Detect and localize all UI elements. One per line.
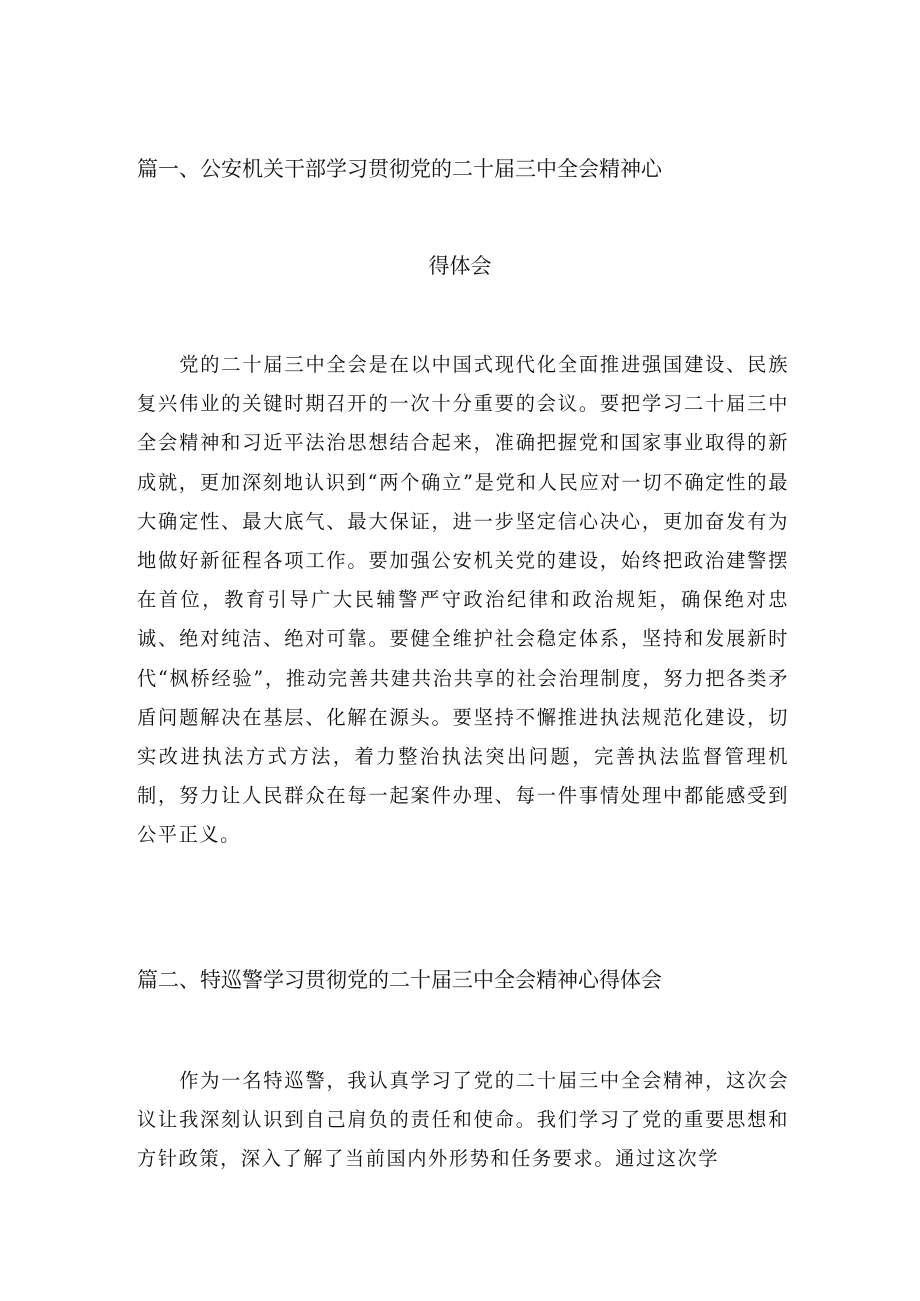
section1-title-line1: 篇一、公安机关干部学习贯彻党的二十届三中全会精神心 — [137, 157, 662, 181]
section1-title-line2: 得体会 — [428, 254, 492, 278]
section2-paragraph: 作为一名特巡警，我认真学习了党的二十届三中全会精神，这次会议让我深刻认识到自己肩负的责任和使命。我们学习了党的重要思想和方针政策，深入了解了当前国内外形势和任务要求。通过这次学 — [137, 1069, 789, 1171]
section1-paragraph: 党的二十届三中全会是在以中国式现代化全面推进强国建设、民族复兴伟业的关键时期召开的一次十分重要的会议。要把学习二十届三中全会精神和习近平法治思想结合起来，准确把握党和国家事业取得的新成就，更加深刻地认识到“两个确立”是党和人民应对一切不确定性的最大确定性、最大底气、最大保证，进一步坚定信心决心，更加奋发有为地做好新征程各项工作。要加强公安机关党的建设，始终把政治建警摆在首位，教育引导广大民辅警严守政治纪律和政治规矩，确保绝对忠诚、绝对纯洁、绝对可靠。要健全维护社会稳定体系，坚持和发展新时代“枫桥经验”，推动完善共建共治共享的社会治理制度，努力把各类矛盾问题解决在基层、化解在源头。要坚持不懈推进执法规范化建设，切实改进执法方式方法，着力整治执法突出问题，完善执法监督管理机制，努力让人民群众在每一起案件办理、每一件事情处理中都能感受到公平正义。 — [137, 353, 789, 847]
section2-title: 篇二、特巡警学习贯彻党的二十届三中全会精神心得体会 — [137, 968, 662, 992]
